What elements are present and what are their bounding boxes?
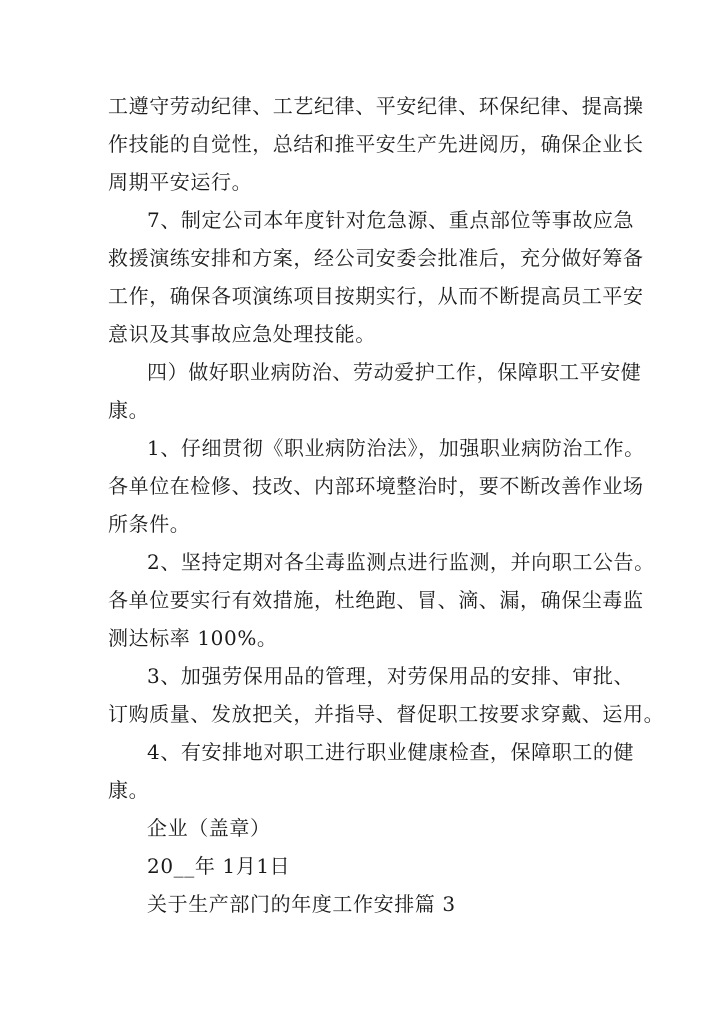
body-text-line: 各单位要实行有效措施，杜绝跑、冒、滴、漏，确保尘毒监 [108,588,644,612]
body-text-line: 2、坚持定期对各尘毒监测点进行监测，并向职工公告。 [147,550,655,574]
signature-date: 20__年 1月1日 [147,854,291,878]
body-text-line: 工遵守劳动纪律、工艺纪律、平安纪律、环保纪律、提高操 [108,94,644,118]
body-text-line: 周期平安运行。 [108,170,253,194]
body-text-line: 订购质量、发放把关，并指导、督促职工按要求穿戴、运用。 [108,702,665,726]
body-text-line: 意识及其事故应急处理技能。 [108,322,376,346]
body-text-line: 康。 [108,778,150,802]
body-text-line: 7、制定公司本年度针对危急源、重点部位等事故应急 [147,208,635,232]
body-text-line: 1、仔细贯彻《职业病防治法》，加强职业病防治工作。 [147,436,645,460]
next-section-title: 关于生产部门的年度工作安排篇 3 [147,892,456,916]
body-text-line: 作技能的自觉性，总结和推平安生产先进阅历，确保企业长 [108,132,644,156]
body-text-line: 测达标率 100%。 [108,626,278,650]
signature-company: 企业（盖章） [147,816,271,840]
body-text-line: 工作，确保各项演练项目按期实行，从而不断提高员工平安 [108,284,644,308]
body-text-line: 各单位在检修、技改、内部环境整治时，要不断改善作业场 [108,474,644,498]
body-text-line: 3、加强劳保用品的管理，对劳保用品的安排、审批、 [147,664,635,688]
body-text-line: 4、有安排地对职工进行职业健康检查，保障职工的健 [147,740,635,764]
body-text-line: 救援演练安排和方案，经公司安委会批准后，充分做好筹备 [108,246,644,270]
body-text-line: 所条件。 [108,512,191,536]
section-heading-line: 康。 [108,398,150,422]
section-heading-line: 四）做好职业病防治、劳动爱护工作，保障职工平安健 [147,360,642,384]
